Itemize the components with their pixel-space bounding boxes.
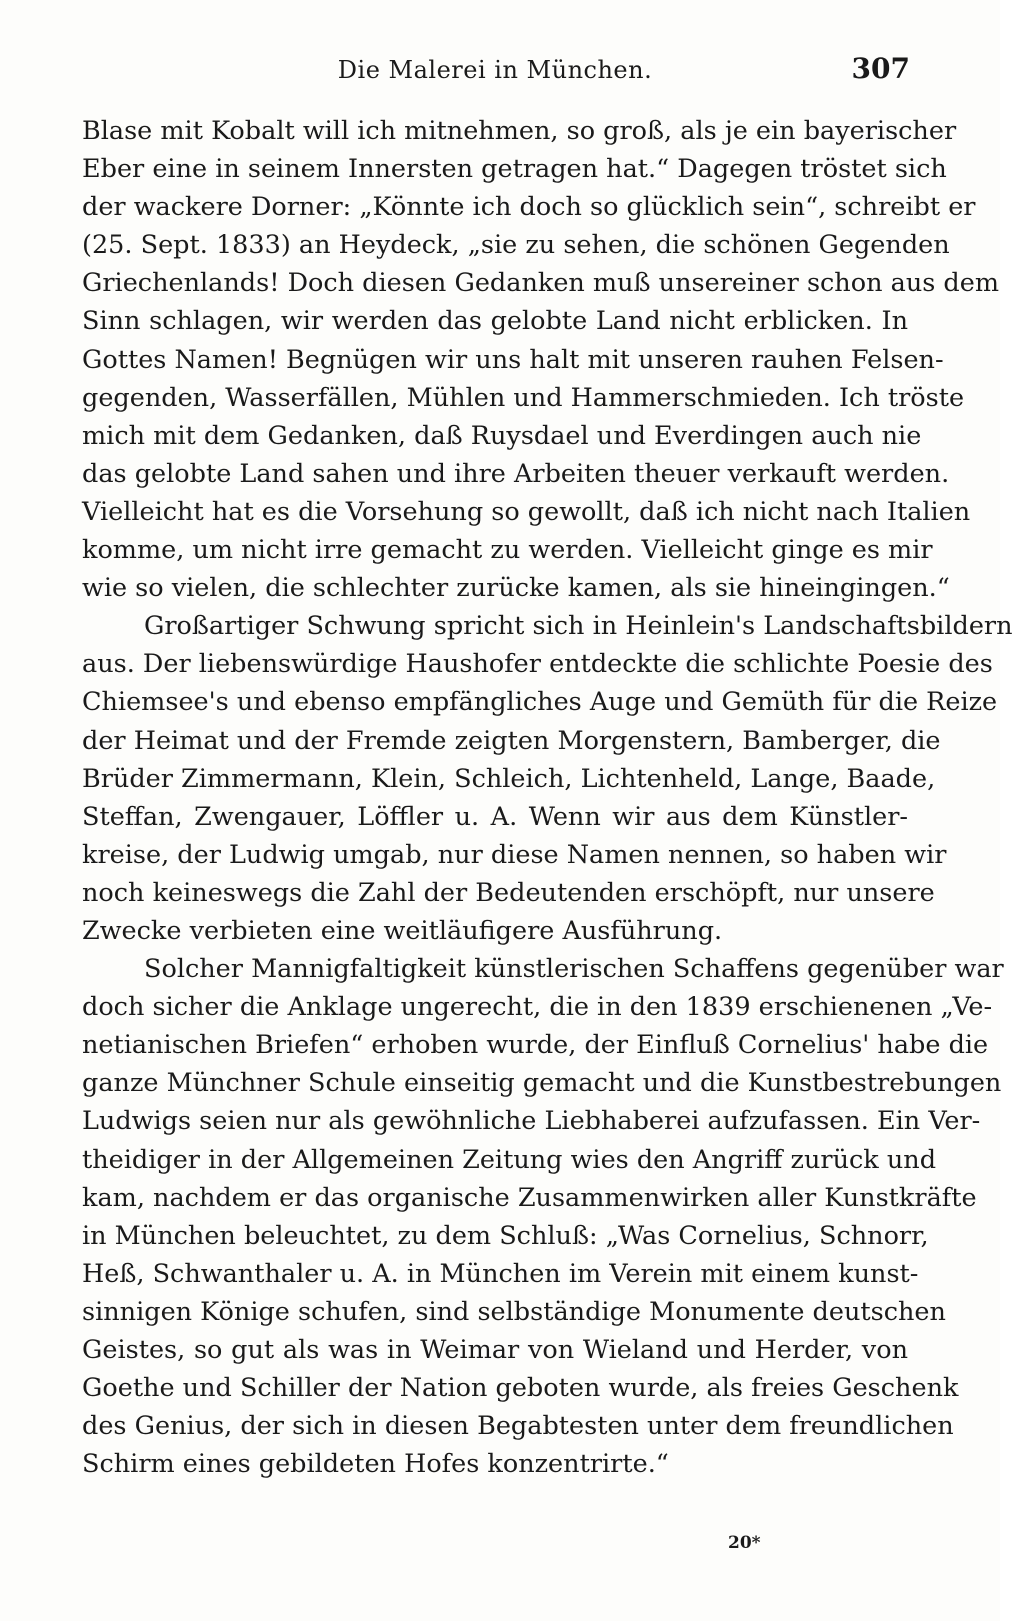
text-line: in München beleuchtet, zu dem Schluß: „Was Cornelius, Schnorr,	[82, 1220, 929, 1251]
running-title: Die Malerei in München.	[337, 56, 653, 84]
text-line: aus. Der liebenswürdige Haushofer entdeckte die schlichte Poesie des	[82, 649, 993, 680]
text-line: mich mit dem Gedanken, daß Ruysdael und Everdingen auch nie	[82, 420, 922, 451]
text-line: theidiger in der Allgemeinen Zeitung wies den Angriff zurück und	[82, 1144, 937, 1175]
text-line: Heß, Schwanthaler u. A. in München im Verein mit einem kunst-	[82, 1258, 919, 1289]
text-line: Steffan, Zwengauer, Löffler u. A. Wenn wir aus dem Künstler-	[82, 801, 908, 832]
text-line: Vielleicht hat es die Vorsehung so gewollt, daß ich nicht nach Italien	[82, 496, 971, 527]
text-line: Eber eine in seinem Innersten getragen hat.“ Dagegen tröstet sich	[82, 154, 947, 185]
text-line: Ludwigs seien nur als gewöhnliche Liebhaberei aufzufassen. Ein Ver-	[82, 1106, 981, 1137]
text-line: gegenden, Wasserfällen, Mühlen und Hammerschmieden. Ich tröste	[82, 382, 965, 413]
body-text	[82, 112, 1013, 1483]
text-line: kreise, der Ludwig umgab, nur diese Namen nennen, so haben wir	[82, 839, 947, 870]
page-header	[80, 50, 910, 96]
text-line: Gottes Namen! Begnügen wir uns halt mit unseren rauhen Felsen-	[82, 344, 944, 375]
text-line: Goethe und Schiller der Nation geboten wurde, als freies Geschenk	[82, 1373, 959, 1404]
text-line: Großartiger Schwung spricht sich in Heinlein's Landschaftsbildern	[144, 611, 1013, 642]
text-line: doch sicher die Anklage ungerecht, die in den 1839 erschienenen „Ve-	[82, 992, 993, 1023]
text-line: Brüder Zimmermann, Klein, Schleich, Lichtenheld, Lange, Baade,	[82, 763, 936, 794]
text-line: das gelobte Land sahen und ihre Arbeiten theuer verkauft werden.	[82, 458, 950, 489]
text-line: Chiemsee's und ebenso empfängliches Auge und Gemüth für die Reize	[82, 687, 998, 718]
text-line: der wackere Dorner: „Könnte ich doch so glücklich sein“, schreibt er	[82, 192, 976, 223]
paragraph	[82, 112, 1000, 607]
text-line: Griechenlands! Doch diesen Gedanken muß unsereiner schon aus dem	[82, 268, 1000, 299]
text-line: Schirm eines gebildeten Hofes konzentrirte.“	[82, 1449, 669, 1480]
text-line: ganze Münchner Schule einseitig gemacht und die Kunstbestrebungen	[82, 1068, 1002, 1099]
text-line: Blase mit Kobalt will ich mitnehmen, so groß, als je ein bayerischer	[82, 116, 957, 146]
page-number: 307	[851, 52, 910, 85]
text-line: des Genius, der sich in diesen Begabtesten unter dem freundlichen	[82, 1411, 954, 1442]
text-line: sinnigen Könige schufen, sind selbständige Monumente deutschen	[82, 1296, 946, 1327]
text-line: wie so vielen, die schlechter zurücke kamen, als sie hineingingen.“	[82, 573, 950, 604]
text-line: Sinn schlagen, wir werden das gelobte Land nicht erblicken. In	[82, 306, 908, 337]
text-line: Solcher Mannigfaltigkeit künstlerischen Schaffens gegenüber war	[144, 954, 1004, 985]
text-line: noch keineswegs die Zahl der Bedeutenden erschöpft, nur unsere	[82, 877, 935, 908]
text-line: komme, um nicht irre gemacht zu werden. Vielleicht ginge es mir	[82, 535, 933, 566]
paragraph	[82, 607, 1013, 950]
text-line: Geistes, so gut als was in Weimar von Wieland und Herder, von	[82, 1335, 908, 1365]
text-line: der Heimat und der Fremde zeigten Morgenstern, Bamberger, die	[82, 725, 941, 756]
signature-mark: 20*	[728, 1533, 761, 1553]
text-line: Zwecke verbieten eine weitläufigere Ausführung.	[82, 915, 723, 946]
text-line: (25. Sept. 1833) an Heydeck, „sie zu sehen, die schönen Gegenden	[82, 230, 950, 261]
text-line: netianischen Briefen“ erhoben wurde, der Einfluß Cornelius' habe die	[82, 1030, 989, 1061]
text-line: kam, nachdem er das organische Zusammenwirken aller Kunstkräfte	[82, 1182, 977, 1213]
paragraph	[82, 950, 1004, 1483]
